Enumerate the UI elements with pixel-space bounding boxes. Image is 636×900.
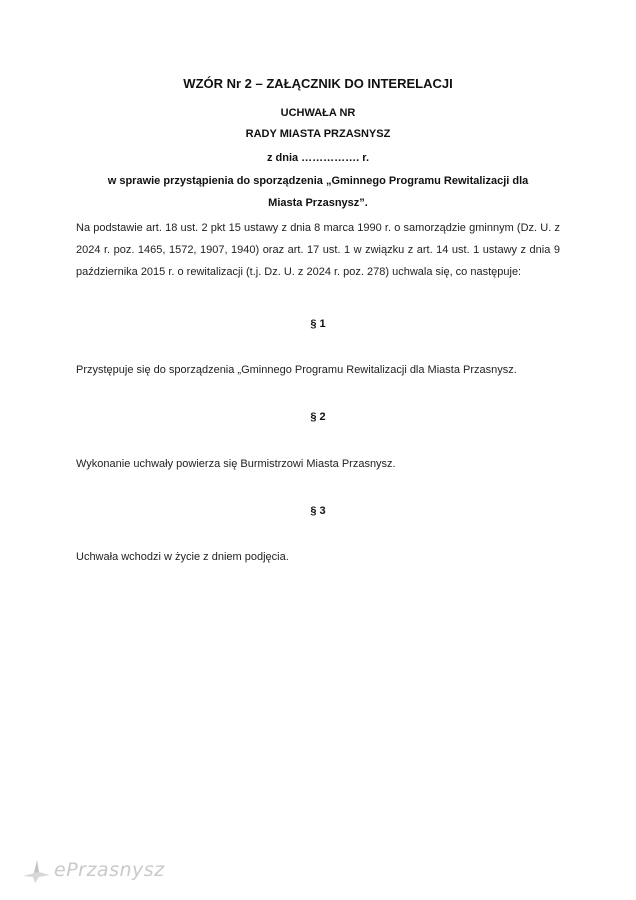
- section-2-label: § 2: [310, 411, 326, 423]
- document-heading: WZÓR Nr 2 – ZAŁĄCZNIK DO INTERELACJI: [183, 76, 453, 91]
- watermark-text: ePrzasnysz: [54, 859, 165, 881]
- star-logo-icon: [20, 856, 52, 884]
- subject-line-2: Miasta Przasnysz”.: [268, 197, 368, 209]
- intro-paragraph: Na podstawie art. 18 ust. 2 pkt 15 ustawy z dnia 8 marca 1990 r. o samorządzie gminnym (Dz. U. z 2024 r. poz. 1465, 1572, 1907, 1940) oraz art. 17 ust. 1 w związku z art. 14 ust. 1 ustawy z dnia 9 października 2015 r. o rewitalizacji (t.j. Dz. U. z 2024 r. poz. 278) uchwala się, co następuje:: [76, 222, 560, 278]
- date-line: z dnia ……………. r.: [266, 152, 370, 164]
- eprzasnysz-watermark: [20, 855, 165, 885]
- section-3-text: Uchwała wchodzi w życie z dniem podjęcia.: [76, 551, 289, 563]
- section-2-text: Wykonanie uchwały powierza się Burmistrzowi Miasta Przasnysz.: [76, 458, 396, 470]
- section-3-label: § 3: [310, 505, 326, 517]
- subject-line-1: w sprawie przystąpienia do sporządzenia „Gminnego Programu Rewitalizacji dla: [107, 175, 529, 187]
- resolution-label: UCHWAŁA NR: [280, 107, 356, 119]
- section-1-label: § 1: [310, 318, 326, 330]
- section-1-text: Przystępuje się do sporządzenia „Gminnego Programu Rewitalizacji dla Miasta Przasnysz.: [76, 364, 517, 376]
- council-name: RADY MIASTA PRZASNYSZ: [245, 128, 391, 140]
